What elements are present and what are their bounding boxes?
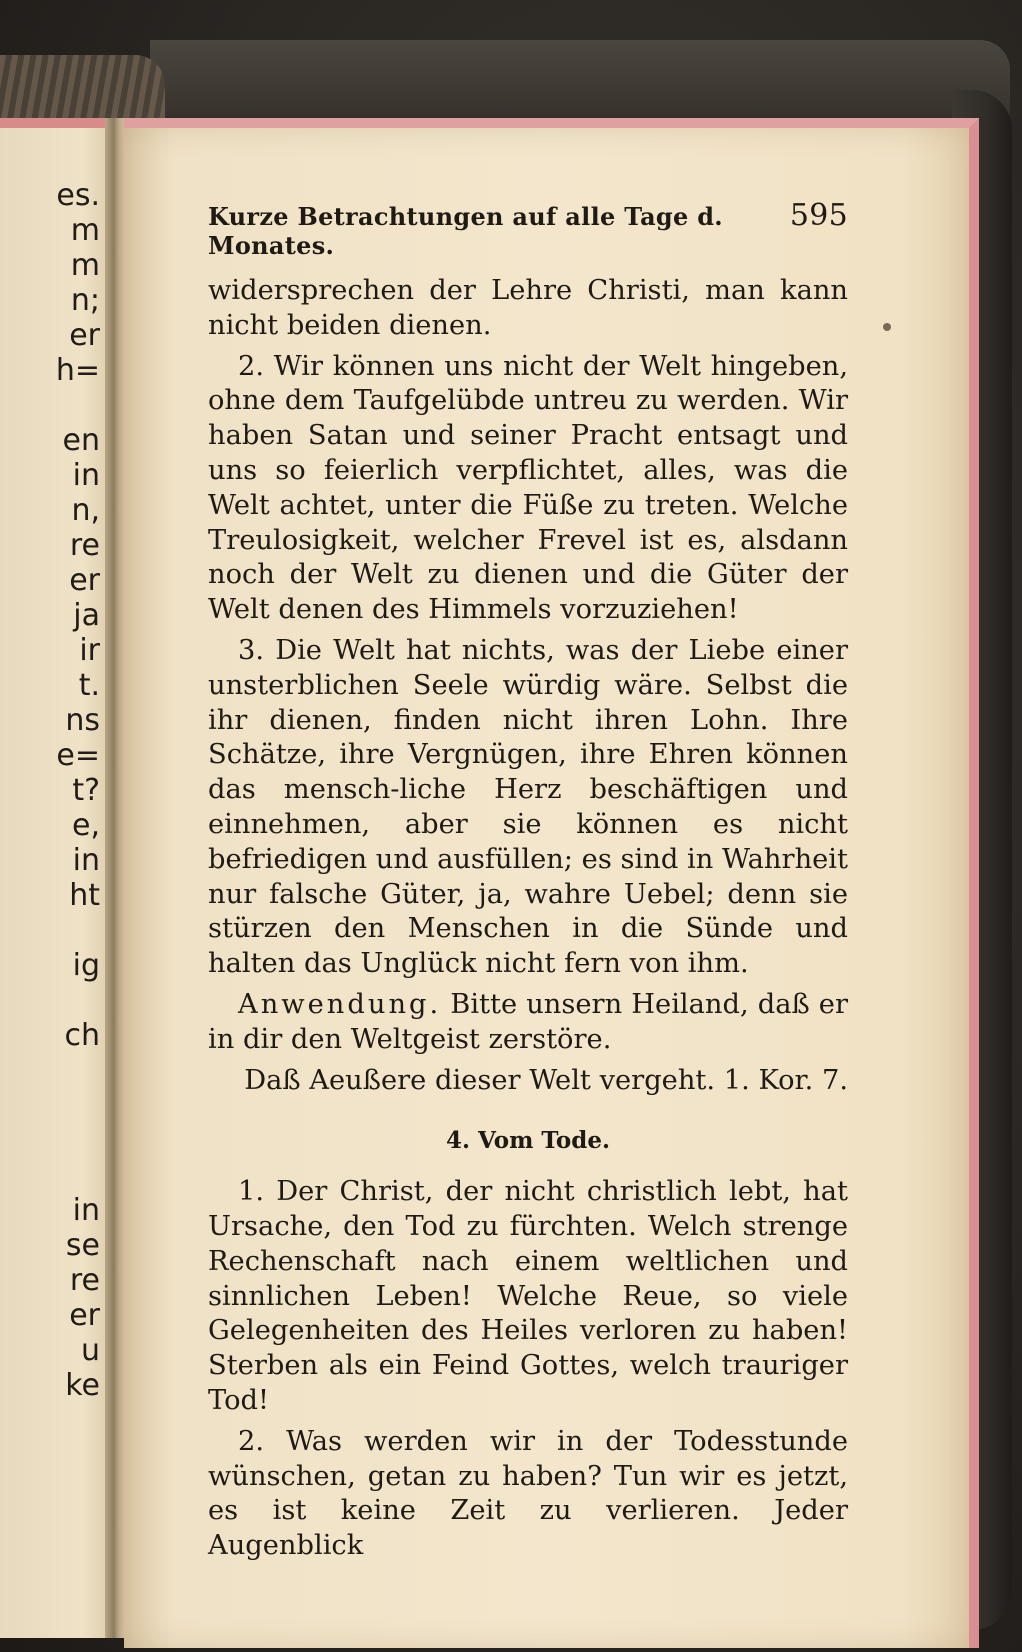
left-fragment: ns bbox=[65, 703, 100, 738]
paper-speck bbox=[883, 323, 891, 331]
left-fragment: e= bbox=[56, 738, 100, 773]
left-page-fragments bbox=[0, 178, 100, 1403]
application-label: Anwendung. bbox=[238, 988, 442, 1020]
left-fragment: es. bbox=[56, 178, 100, 213]
section-title: 4. Vom Tode. bbox=[446, 1127, 610, 1155]
paragraph-continuation: widersprechen der Lehre Christi, man kann nicht beiden dienen. bbox=[208, 275, 848, 341]
left-fragment: in bbox=[72, 1193, 100, 1228]
left-fragment: in bbox=[72, 843, 100, 878]
left-fragment: ch bbox=[64, 1018, 100, 1053]
left-fragment: t? bbox=[72, 773, 100, 808]
left-fragment: er bbox=[69, 563, 100, 598]
left-fragment: er bbox=[69, 318, 100, 353]
left-fragment bbox=[0, 983, 100, 1018]
left-fragment bbox=[0, 388, 100, 423]
left-fragment bbox=[0, 1053, 100, 1088]
paragraph-2: 2. Wir können uns nicht der Welt hingeben, ohne dem Taufgelübde untreu zu werden. Wir haben Satan und seiner Pracht entsagt und uns so feierlich verpflichtet, alles, was die Welt achtet, unter die Füße zu treten. Welche Treulosigkeit, welcher Frevel ist es, alsdann noch der Welt zu dienen und die Güter der Welt denen des Himmels vorzuziehen! bbox=[208, 350, 848, 626]
body-text bbox=[208, 274, 848, 1564]
left-fragment: n; bbox=[70, 283, 100, 318]
page-number: 595 bbox=[789, 198, 848, 233]
left-fragment: ir bbox=[79, 633, 100, 668]
left-fragment bbox=[0, 913, 100, 948]
left-fragment: t. bbox=[78, 668, 100, 703]
left-fragment: e, bbox=[72, 808, 100, 843]
running-header bbox=[208, 198, 848, 260]
left-fragment: ht bbox=[69, 878, 100, 913]
left-fragment bbox=[0, 1123, 100, 1158]
section-paragraph-2: 2. Was werden wir in der Todesstunde wünschen, getan zu haben? Tun wir es jetzt, es ist keine Zeit zu verlieren. Jeder Augenblick bbox=[208, 1425, 848, 1562]
application-paragraph bbox=[208, 988, 848, 1058]
paragraph-3: 3. Die Welt hat nichts, was der Liebe einer unsterblichen Seele würdig wäre. Selbst die ihr dienen, finden nicht ihren Lohn. Ihre Schätze, ihre Vergnügen, ihre Ehren können das mensch-liche Herz beschäftigen und einnehmen, aber sie können es nicht befriedigen und ausfüllen; es sind in Wahrheit nur falsche Güter, ja, wahre Uebel; denn sie stürzen den Menschen in die Sünde und halten das Unglück nicht fern von ihm. bbox=[208, 634, 848, 980]
scripture-verse: Daß Aeußere dieser Welt vergeht. 1. Kor. 7. bbox=[244, 1064, 848, 1096]
left-fragment: n, bbox=[71, 493, 100, 528]
left-fragment: ja bbox=[73, 598, 100, 633]
running-title: Kurze Betrachtungen auf alle Tage d. Monates. bbox=[208, 202, 723, 260]
left-fragment bbox=[0, 1088, 100, 1123]
left-fragment bbox=[0, 1158, 100, 1193]
left-page bbox=[0, 118, 118, 1638]
left-fragment: re bbox=[69, 1263, 100, 1298]
left-fragment: en bbox=[62, 423, 100, 458]
left-fragment: h= bbox=[55, 353, 100, 388]
left-fragment: ke bbox=[65, 1368, 100, 1403]
page-content bbox=[208, 198, 848, 1564]
left-fragment: m bbox=[70, 213, 100, 248]
right-page bbox=[124, 118, 979, 1648]
left-fragment: re bbox=[69, 528, 100, 563]
application-text: Bitte unsern Heiland, daß er in dir den Weltgeist zerstöre. bbox=[208, 988, 848, 1055]
left-fragment: er bbox=[69, 1298, 100, 1333]
left-fragment: m bbox=[70, 248, 100, 283]
left-page-red-edge bbox=[0, 118, 118, 128]
left-fragment: in bbox=[72, 458, 100, 493]
left-fragment: se bbox=[65, 1228, 100, 1263]
left-fragment: ig bbox=[72, 948, 100, 983]
left-fragment: u bbox=[80, 1333, 100, 1368]
section-paragraph-1: 1. Der Christ, der nicht christlich lebt, hat Ursache, den Tod zu fürchten. Welch strenge Rechenschaft nach einem weltlichen und sinnlichen Leben! Welche Reue, so viele Gelegenheiten des Heiles verloren zu haben! Sterben als ein Feind Gottes, welch trauriger Tod! bbox=[208, 1176, 848, 1416]
